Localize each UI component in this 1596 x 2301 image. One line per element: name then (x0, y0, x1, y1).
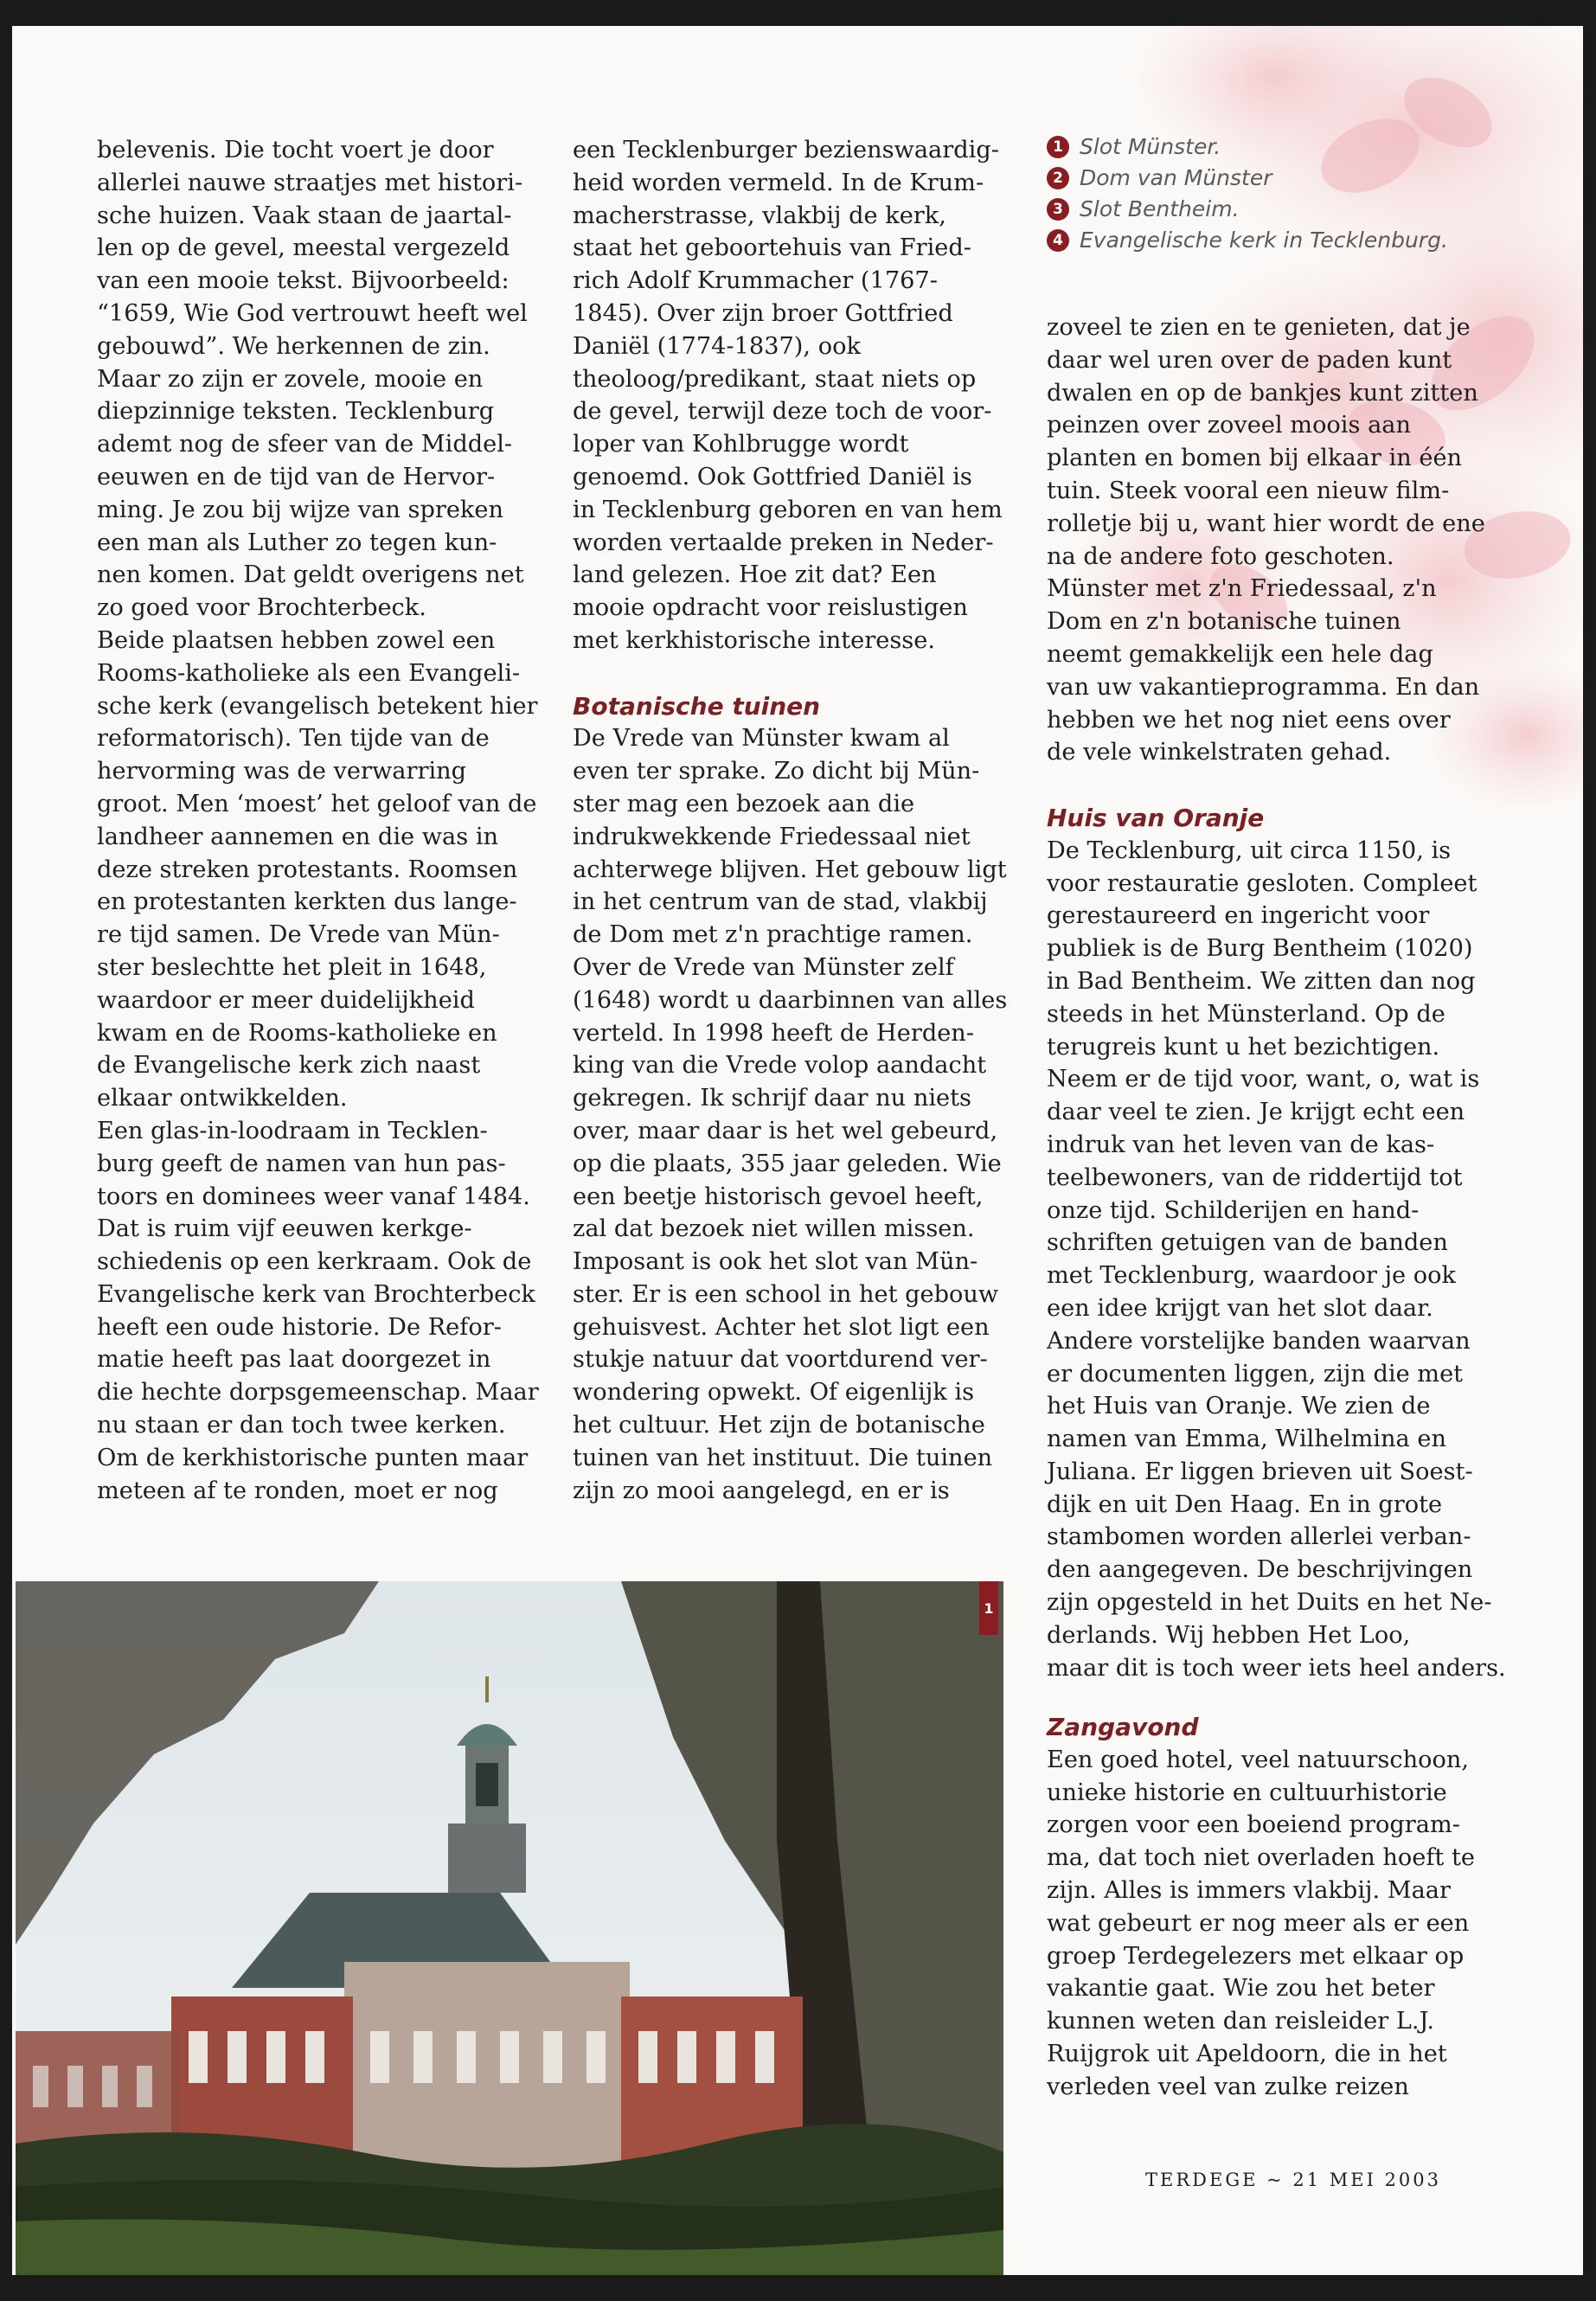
text-line: de Dom met z'n prachtige ramen. (573, 921, 973, 949)
text-line: toors en dominees weer vanaf 1484. (97, 1183, 530, 1210)
text-line: sche huizen. Vaak staan de jaartal- (97, 202, 512, 229)
text-line: stukje natuur dat voortdurend ver- (573, 1346, 988, 1374)
text-line: kunnen weten dan reisleider L.J. (1047, 2008, 1435, 2035)
text-line: voor restauratie gesloten. Compleet (1047, 869, 1477, 897)
text-line: nen komen. Dat geldt overigens net (97, 561, 524, 589)
article-column-2 (573, 134, 1040, 1507)
text-line: zijn. Alles is immers vlakbij. Maar (1047, 1876, 1451, 1904)
text-line: macherstrasse, vlakbij de kerk, (573, 202, 946, 229)
text-line: theoloog/predikant, staat niets op (573, 365, 977, 393)
text-line: De Vrede van Münster kwam al (573, 725, 950, 753)
text-line: re tijd samen. De Vrede van Mün- (97, 921, 500, 949)
text-line: Dom en z'n botanische tuinen (1047, 608, 1401, 636)
text-line: ming. Je zou bij wijze van spreken (97, 496, 504, 523)
text-line: gekregen. Ik schrijf daar nu niets (573, 1085, 972, 1112)
text-line: de gevel, terwijl deze toch de voor- (573, 398, 992, 426)
page-footer: TERDEGE ~ 21 MEI 2003 (1145, 2170, 1442, 2190)
text-line: Een glas-in-loodraam in Tecklen- (97, 1117, 488, 1144)
text-line: gerestaureerd en ingericht voor (1047, 902, 1430, 930)
text-line: dwalen en op de bankjes kunt zitten (1047, 379, 1478, 407)
text-line: eeuwen en de tijd van de Hervor- (97, 463, 496, 490)
caption-4 (1047, 225, 1497, 256)
photo-number-badge: 1 (979, 1581, 998, 1635)
text-line: ster mag een bezoek aan die (573, 790, 915, 817)
text-line: matie heeft pas laat doorgezet in (97, 1346, 491, 1374)
caption-1 (1047, 131, 1497, 163)
text-line: Een goed hotel, veel natuurschoon, (1047, 1746, 1469, 1773)
text-line: indruk van het leven van de kas- (1047, 1131, 1435, 1158)
text-line: stambomen worden allerlei verban- (1047, 1523, 1471, 1551)
text-line: even ter sprake. Zo dicht bij Mün- (573, 758, 980, 785)
text-line: Münster met z'n Friedessaal, z'n (1047, 575, 1437, 603)
text-line: van een mooie tekst. Bijvoorbeeld: (97, 267, 510, 295)
caption-text: Evangelische kerk in Tecklenburg. (1080, 228, 1448, 253)
text-line: ster. Er is een school in het gebouw (573, 1280, 999, 1308)
caption-text: Slot Bentheim. (1080, 196, 1240, 221)
text-line: ster beslechtte het pleit in 1648, (97, 953, 487, 981)
text-line: (1648) wordt u daarbinnen van alles (573, 986, 1008, 1014)
text-line: zoveel te zien en te genieten, dat je (1047, 314, 1471, 341)
text-line: burg geeft de namen van hun pas- (97, 1150, 506, 1177)
text-line: in Bad Bentheim. We zitten dan nog (1047, 967, 1476, 995)
text-line: op die plaats, 355 jaar geleden. Wie (573, 1150, 1002, 1177)
text-line: schiedenis op een kerkraam. Ook de (97, 1248, 532, 1276)
text-line: terugreis kunt u het bezichtigen. (1047, 1033, 1440, 1061)
photo-captions (1047, 131, 1497, 256)
text-line: deze streken protestants. Roomsen (97, 856, 518, 883)
caption-number-badge: 3 (1047, 198, 1069, 221)
text-line: een Tecklenburger bezienswaardig- (573, 137, 999, 163)
text-line: van uw vakantieprogramma. En dan (1047, 673, 1480, 701)
text-line: in Tecklenburg geboren en van hem (573, 496, 1003, 523)
text-line: rolletje bij u, want hier wordt de ene (1047, 510, 1485, 537)
text-line: schriften getuigen van de banden (1047, 1229, 1448, 1257)
text-line: een man als Luther zo tegen kun- (97, 529, 497, 556)
caption-number-badge: 2 (1047, 167, 1069, 189)
photo-slot-munster (16, 1581, 1003, 2275)
text-line: ma, dat toch niet overladen hoeft te (1047, 1844, 1475, 1872)
section-heading-botanische-tuinen: Botanische tuinen (573, 691, 821, 721)
text-line: zorgen voor een boeiend program- (1047, 1811, 1460, 1839)
text-line: heeft een oude historie. De Refor- (97, 1313, 502, 1341)
text-line: indrukwekkende Friedessaal niet (573, 823, 971, 850)
caption-number-badge: 4 (1047, 229, 1069, 252)
text-line: De Tecklenburg, uit circa 1150, is (1047, 836, 1452, 864)
text-line: hebben we het nog niet eens over (1047, 706, 1451, 734)
text-line: “1659, Wie God vertrouwt heeft wel (97, 299, 528, 327)
text-line: de Evangelische kerk zich naast (97, 1052, 481, 1080)
text-line: na de andere foto geschoten. (1047, 542, 1394, 570)
text-line: meteen af te ronden, moet er nog (97, 1477, 498, 1504)
caption-text: Slot Münster. (1080, 134, 1221, 159)
article-column-1 (97, 134, 564, 1507)
text-line: Rooms-katholieke als een Evangeli- (97, 659, 521, 687)
text-line: worden vertaalde preken in Neder- (573, 529, 994, 556)
text-line: er documenten liggen, zijn die met (1047, 1360, 1464, 1388)
text-line: Neem er de tijd voor, want, o, wat is (1047, 1066, 1480, 1093)
text-line: een idee krijgt van het slot daar. (1047, 1294, 1433, 1322)
text-line: onze tijd. Schilderijen en hand- (1047, 1196, 1420, 1224)
text-line: in het centrum van de stad, vlakbij (573, 888, 988, 916)
text-line: rich Adolf Krummacher (1767- (573, 267, 938, 295)
text-line: verleden veel van zulke reizen (1047, 2073, 1409, 2100)
text-line: loper van Kohlbrugge wordt (573, 431, 909, 458)
section-heading-huis-van-oranje: Huis van Oranje (1047, 803, 1265, 832)
magazine-page (12, 26, 1583, 2275)
text-line: groep Terdegelezers met elkaar op (1047, 1942, 1465, 1970)
text-line: Evangelische kerk van Brochterbeck (97, 1280, 535, 1308)
text-line: Maar zo zijn er zovele, mooie en (97, 365, 484, 393)
text-line: planten en bomen bij elkaar in één (1047, 445, 1463, 472)
caption-number-badge: 1 (1047, 136, 1069, 158)
text-line: Dat is ruim vijf eeuwen kerkge- (97, 1215, 472, 1243)
text-line: teelbewoners, van de riddertijd tot (1047, 1163, 1463, 1191)
article-column-3 (1047, 311, 1514, 1684)
text-line: staat het geboortehuis van Fried- (573, 234, 971, 262)
text-line: ademt nog de sfeer van de Middel- (97, 431, 513, 458)
text-line: unieke historie en cultuurhistorie (1047, 1779, 1447, 1806)
text-line: den aangegeven. De beschrijvingen (1047, 1556, 1473, 1584)
text-line: daar wel uren over de paden kunt (1047, 346, 1452, 374)
text-line: zijn opgesteld in het Duits en het Ne- (1047, 1589, 1492, 1617)
text-line: land gelezen. Hoe zit dat? Een (573, 561, 937, 589)
text-line: Om de kerkhistorische punten maar (97, 1444, 529, 1471)
text-line: Over de Vrede van Münster zelf (573, 953, 954, 981)
text-line: mooie opdracht voor reislustigen (573, 594, 968, 622)
text-line: hervorming was de verwarring (97, 758, 467, 785)
text-line: genoemd. Ook Gottfried Daniël is (573, 463, 972, 490)
text-line: en protestanten kerkten dus lange- (97, 888, 517, 916)
text-line: 1845). Over zijn broer Gottfried (573, 299, 953, 327)
text-line: over, maar daar is het wel gebeurd, (573, 1117, 998, 1144)
caption-2 (1047, 163, 1497, 194)
text-line: tuinen van het instituut. Die tuinen (573, 1444, 993, 1471)
text-line: allerlei nauwe straatjes met histori- (97, 169, 523, 196)
text-line: zal dat bezoek niet willen missen. (573, 1215, 975, 1243)
text-line: tuin. Steek vooral een nieuw film- (1047, 477, 1450, 504)
text-line: waardoor er meer duidelijkheid (97, 986, 475, 1014)
text-line: steeds in het Münsterland. Op de (1047, 1000, 1445, 1028)
text-line: landheer aannemen en die was in (97, 823, 499, 850)
text-line: nu staan er dan toch twee kerken. (97, 1412, 506, 1439)
text-line: heid worden vermeld. In de Krum- (573, 169, 984, 196)
text-line: wondering opwekt. Of eigenlijk is (573, 1379, 975, 1407)
text-line: het cultuur. Het zijn de botanische (573, 1412, 985, 1439)
text-line: namen van Emma, Wilhelmina en (1047, 1426, 1446, 1453)
text-line: achterwege blijven. Het gebouw ligt (573, 856, 1007, 883)
section-heading-zangavond: Zangavond (1047, 1713, 1199, 1741)
text-line: peinzen over zoveel moois aan (1047, 412, 1412, 439)
text-line: maar dit is toch weer iets heel anders. (1047, 1654, 1506, 1682)
text-line: een beetje historisch gevoel heeft, (573, 1183, 984, 1210)
text-line: het Huis van Oranje. We zien de (1047, 1393, 1431, 1420)
caption-text: Dom van Münster (1080, 165, 1272, 190)
text-line: Imposant is ook het slot van Mün- (573, 1248, 978, 1276)
text-line: gehuisvest. Achter het slot ligt een (573, 1313, 990, 1341)
text-line: publiek is de Burg Bentheim (1020) (1047, 935, 1473, 963)
text-line: wat gebeurt er nog meer als er een (1047, 1909, 1470, 1937)
text-line: zo goed voor Brochterbeck. (97, 594, 426, 622)
text-line: zijn zo mooi aangelegd, en er is (573, 1477, 950, 1504)
text-line: Daniël (1774-1837), ook (573, 332, 861, 360)
text-line: dijk en uit Den Haag. En in grote (1047, 1490, 1443, 1518)
text-line: met Tecklenburg, waardoor je ook (1047, 1262, 1456, 1290)
text-line: king van die Vrede volop aandacht (573, 1052, 987, 1080)
article-column-3-continued (1047, 1711, 1514, 2104)
text-line: sche kerk (evangelisch betekent hier (97, 692, 538, 720)
text-line: elkaar ontwikkelden. (97, 1085, 348, 1112)
text-line: Andere vorstelijke banden waarvan (1047, 1327, 1471, 1355)
text-line: Juliana. Er liggen brieven uit Soest- (1047, 1458, 1473, 1485)
text-line: diepzinnige teksten. Tecklenburg (97, 398, 495, 426)
caption-3 (1047, 194, 1497, 225)
text-line: reformatorisch). Ten tijde van de (97, 725, 490, 753)
text-line: vakantie gaat. Wie zou het beter (1047, 1975, 1435, 2003)
text-line: met kerkhistorische interesse. (573, 626, 935, 654)
text-line: neemt gemakkelijk een hele dag (1047, 640, 1433, 668)
text-line: derlands. Wij hebben Het Loo, (1047, 1621, 1411, 1649)
text-line: verteld. In 1998 heeft de Herden- (573, 1019, 975, 1047)
text-line: daar veel te zien. Je krijgt echt een (1047, 1099, 1465, 1126)
text-line: de vele winkelstraten gehad. (1047, 739, 1392, 766)
text-line: groot. Men ‘moest’ het geloof van de (97, 790, 537, 817)
text-line: Ruijgrok uit Apeldoorn, die in het (1047, 2040, 1447, 2067)
text-line: belevenis. Die tocht voert je door (97, 137, 494, 163)
text-line: gebouwd”. We herkennen de zin. (97, 332, 490, 360)
text-line: len op de gevel, meestal vergezeld (97, 234, 510, 262)
text-line: Beide plaatsen hebben zowel een (97, 626, 496, 654)
text-line: die hechte dorpsgemeenschap. Maar (97, 1379, 539, 1407)
text-line: kwam en de Rooms-katholieke en (97, 1019, 497, 1047)
